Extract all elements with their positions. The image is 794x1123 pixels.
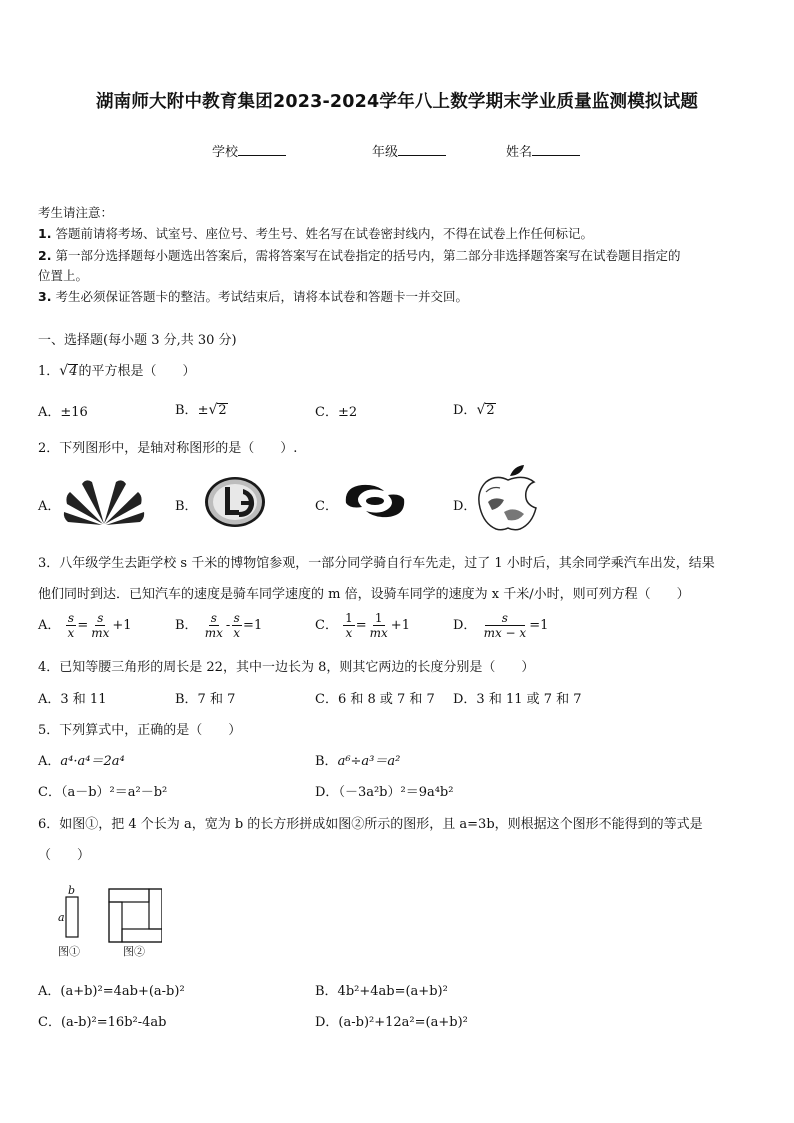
q6-option-c[interactable]: C．(a-b)²=16b²-4ab [38,1015,167,1030]
q3-option-c[interactable] [315,611,410,640]
school-label: 学校 [212,145,239,160]
q5-option-c[interactable] [38,781,167,800]
question-3-line-2: 他们同时到达．已知汽车的速度是骑车同学速度的 m 倍，设骑车同学的速度为 x 千米/小时，则可列方程（ ） [38,587,690,602]
q4-option-b[interactable]: B．7 和 7 [175,692,236,707]
equals-one: =1 [243,618,263,633]
q3-a-label: A． [38,618,61,633]
q2-option-a-label[interactable]: A． [38,499,61,514]
swirl-logo-icon[interactable] [340,477,410,525]
q1-number: 1． [38,364,60,379]
figure-2-rect-top [109,889,149,902]
fraction-numerator: s [233,611,240,625]
fraction [66,611,77,640]
q2-option-b-label[interactable]: B． [175,499,198,514]
figure-2-rect-bottom [122,929,162,942]
school-field[interactable] [212,141,286,160]
section-heading: 一、选择题(每小题 3 分,共 30 分) [38,333,237,348]
figure-2-rect-left [109,902,122,942]
equals-sign: = [355,618,367,633]
sqrt-icon: √ [476,402,486,418]
school-blank[interactable] [238,142,286,156]
fraction [343,611,355,640]
fraction-numerator: s [210,611,217,625]
note-item-2 [38,246,680,264]
fraction-denominator: x [233,626,241,640]
q4-option-d[interactable]: D．3 和 11 或 7 和 7 [453,692,582,707]
q4-option-c[interactable]: C．6 和 8 或 7 和 7 [315,692,435,707]
q1-option-b[interactable] [175,399,228,418]
huawei-logo-icon[interactable] [62,476,148,528]
note-1-text: 答题前请将考场、试室号、座位号、考生号、姓名写在试卷密封线内，不得在试卷上作任何标记。 [55,226,593,241]
plus-one: +1 [390,618,410,633]
fraction-denominator: mx [369,626,388,640]
grade-blank[interactable] [398,142,446,156]
figure-1-rectangle [66,897,78,937]
fraction-denominator: x [67,626,75,640]
q1-text: 的平方根是（ ） [78,364,196,379]
q3-option-b[interactable] [175,611,262,640]
q1-b-label: B． [175,403,198,418]
question-6-line-2: （ ） [38,848,91,863]
figure-2-rect-right [149,889,162,929]
q5-b-math: a⁶÷a³＝a² [337,754,401,769]
apple-logo-icon[interactable] [474,462,542,534]
q3-option-d[interactable] [453,611,548,640]
fraction-denominator: mx [91,626,110,640]
lg-logo-icon[interactable] [203,475,267,529]
equals-sign: = [77,618,89,633]
q3-b-label: B． [175,618,198,633]
q5-option-d[interactable] [315,781,453,800]
figure-label-b: b [68,884,76,897]
note-item-1 [38,224,593,242]
question-5: 5．下列算式中，正确的是（ ） [38,723,242,738]
plus-one: +1 [112,618,132,633]
fraction-numerator: 1 [345,611,353,625]
fraction-denominator: x [345,626,353,640]
sqrt-icon: √ [59,363,69,379]
fraction [89,611,111,640]
name-label: 姓名 [506,145,533,160]
fraction-denominator: mx − x [483,626,527,640]
q1-d-radicand: 2 [486,403,495,418]
q1-d-label: D． [453,403,477,418]
fraction-numerator: s [67,611,74,625]
q1-option-d[interactable] [453,399,496,418]
q2-option-d-label[interactable]: D． [453,499,477,514]
fraction [368,611,390,640]
q2-option-c-label[interactable]: C． [315,499,338,514]
q6-option-b[interactable]: B．4b²+4ab=(a+b)² [315,984,448,999]
figure-1-caption: 图① [58,945,80,958]
q3-d-label: D． [453,618,477,633]
grade-label: 年级 [372,145,399,160]
note-2-text-b: 位置上。 [38,268,89,283]
name-field[interactable] [506,141,580,160]
q5-c-label: C． [38,785,61,800]
figure-2-outer-square [109,889,162,942]
fraction-numerator: s [97,611,104,625]
q3-option-a[interactable] [38,611,132,640]
note-3-number: 3. [38,289,52,304]
equals-one: =1 [529,618,549,633]
notes-heading: 考生请注意： [38,205,114,220]
minus-sign: - [225,618,231,633]
q1-option-a[interactable]: A．±16 [38,405,88,420]
fraction [231,611,242,640]
name-blank[interactable] [532,142,580,156]
note-2-text-a: 第一部分选择题每小题选出答案后，需将答案写在试卷指定的括号内，第二部分非选择题答案写在试卷题目指定的 [55,248,681,263]
q5-d-label: D． [315,785,339,800]
q1-b-pm: ± [197,403,209,418]
question-4: 4．已知等腰三角形的周长是 22，其中一边长为 8，则其它两边的长度分别是（ ） [38,660,535,675]
q1-b-radicand: 2 [218,403,227,418]
question-3-line-1: 3．八年级学生去距学校 s 千米的博物馆参观，一部分同学骑自行车先走，过了 1 小时后，其余同学乘汽车出发，结果 [38,556,715,571]
q4-option-a[interactable]: A．3 和 11 [38,692,107,707]
fraction [203,611,225,640]
question-1 [38,360,196,379]
q5-d-math: （－3a²b）²＝9a⁴b² [338,785,454,800]
q5-c-math: （a－b）²＝a²－b² [60,785,168,800]
q6-option-d[interactable]: D．(a-b)²+12a²=(a+b)² [315,1015,468,1030]
fraction [482,611,529,640]
q1-option-c[interactable]: C．±2 [315,405,358,420]
figure-label-a: a [58,911,65,924]
question-6-line-1: 6．如图①，把 4 个长为 a，宽为 b 的长方形拼成如图②所示的图形，且 a=3b，则根据这个图形不能得到的等式是 [38,817,703,832]
sqrt-icon: √ [208,402,218,418]
note-1-number: 1. [38,226,52,241]
q5-a-label: A． [38,754,61,769]
q6-option-a[interactable]: A．(a+b)²=4ab+(a-b)² [38,984,185,999]
q5-option-b[interactable] [315,750,400,769]
page-title: 湖南师大附中教育集团2023-2024学年八上数学期末学业质量监测模拟试题 [95,92,699,112]
q1-radicand: 4 [69,364,78,379]
note-item-3 [38,287,468,305]
q5-option-a[interactable] [38,750,125,769]
question-2: 2．下列图形中，是轴对称图形的是（ ）. [38,441,298,456]
grade-field[interactable] [372,141,446,160]
q5-a-math: a⁴·a⁴＝2a⁴ [60,754,125,769]
figure-2-caption: 图② [123,945,145,958]
note-2-number: 2. [38,248,52,263]
fraction-denominator: mx [204,626,223,640]
q3-c-label: C． [315,618,338,633]
fraction-numerator: s [485,611,525,626]
note-3-text: 考生必须保证答题卡的整洁。考试结束后，请将本试卷和答题卡一并交回。 [55,289,468,304]
fraction-numerator: 1 [374,611,383,625]
q5-b-label: B． [315,754,338,769]
